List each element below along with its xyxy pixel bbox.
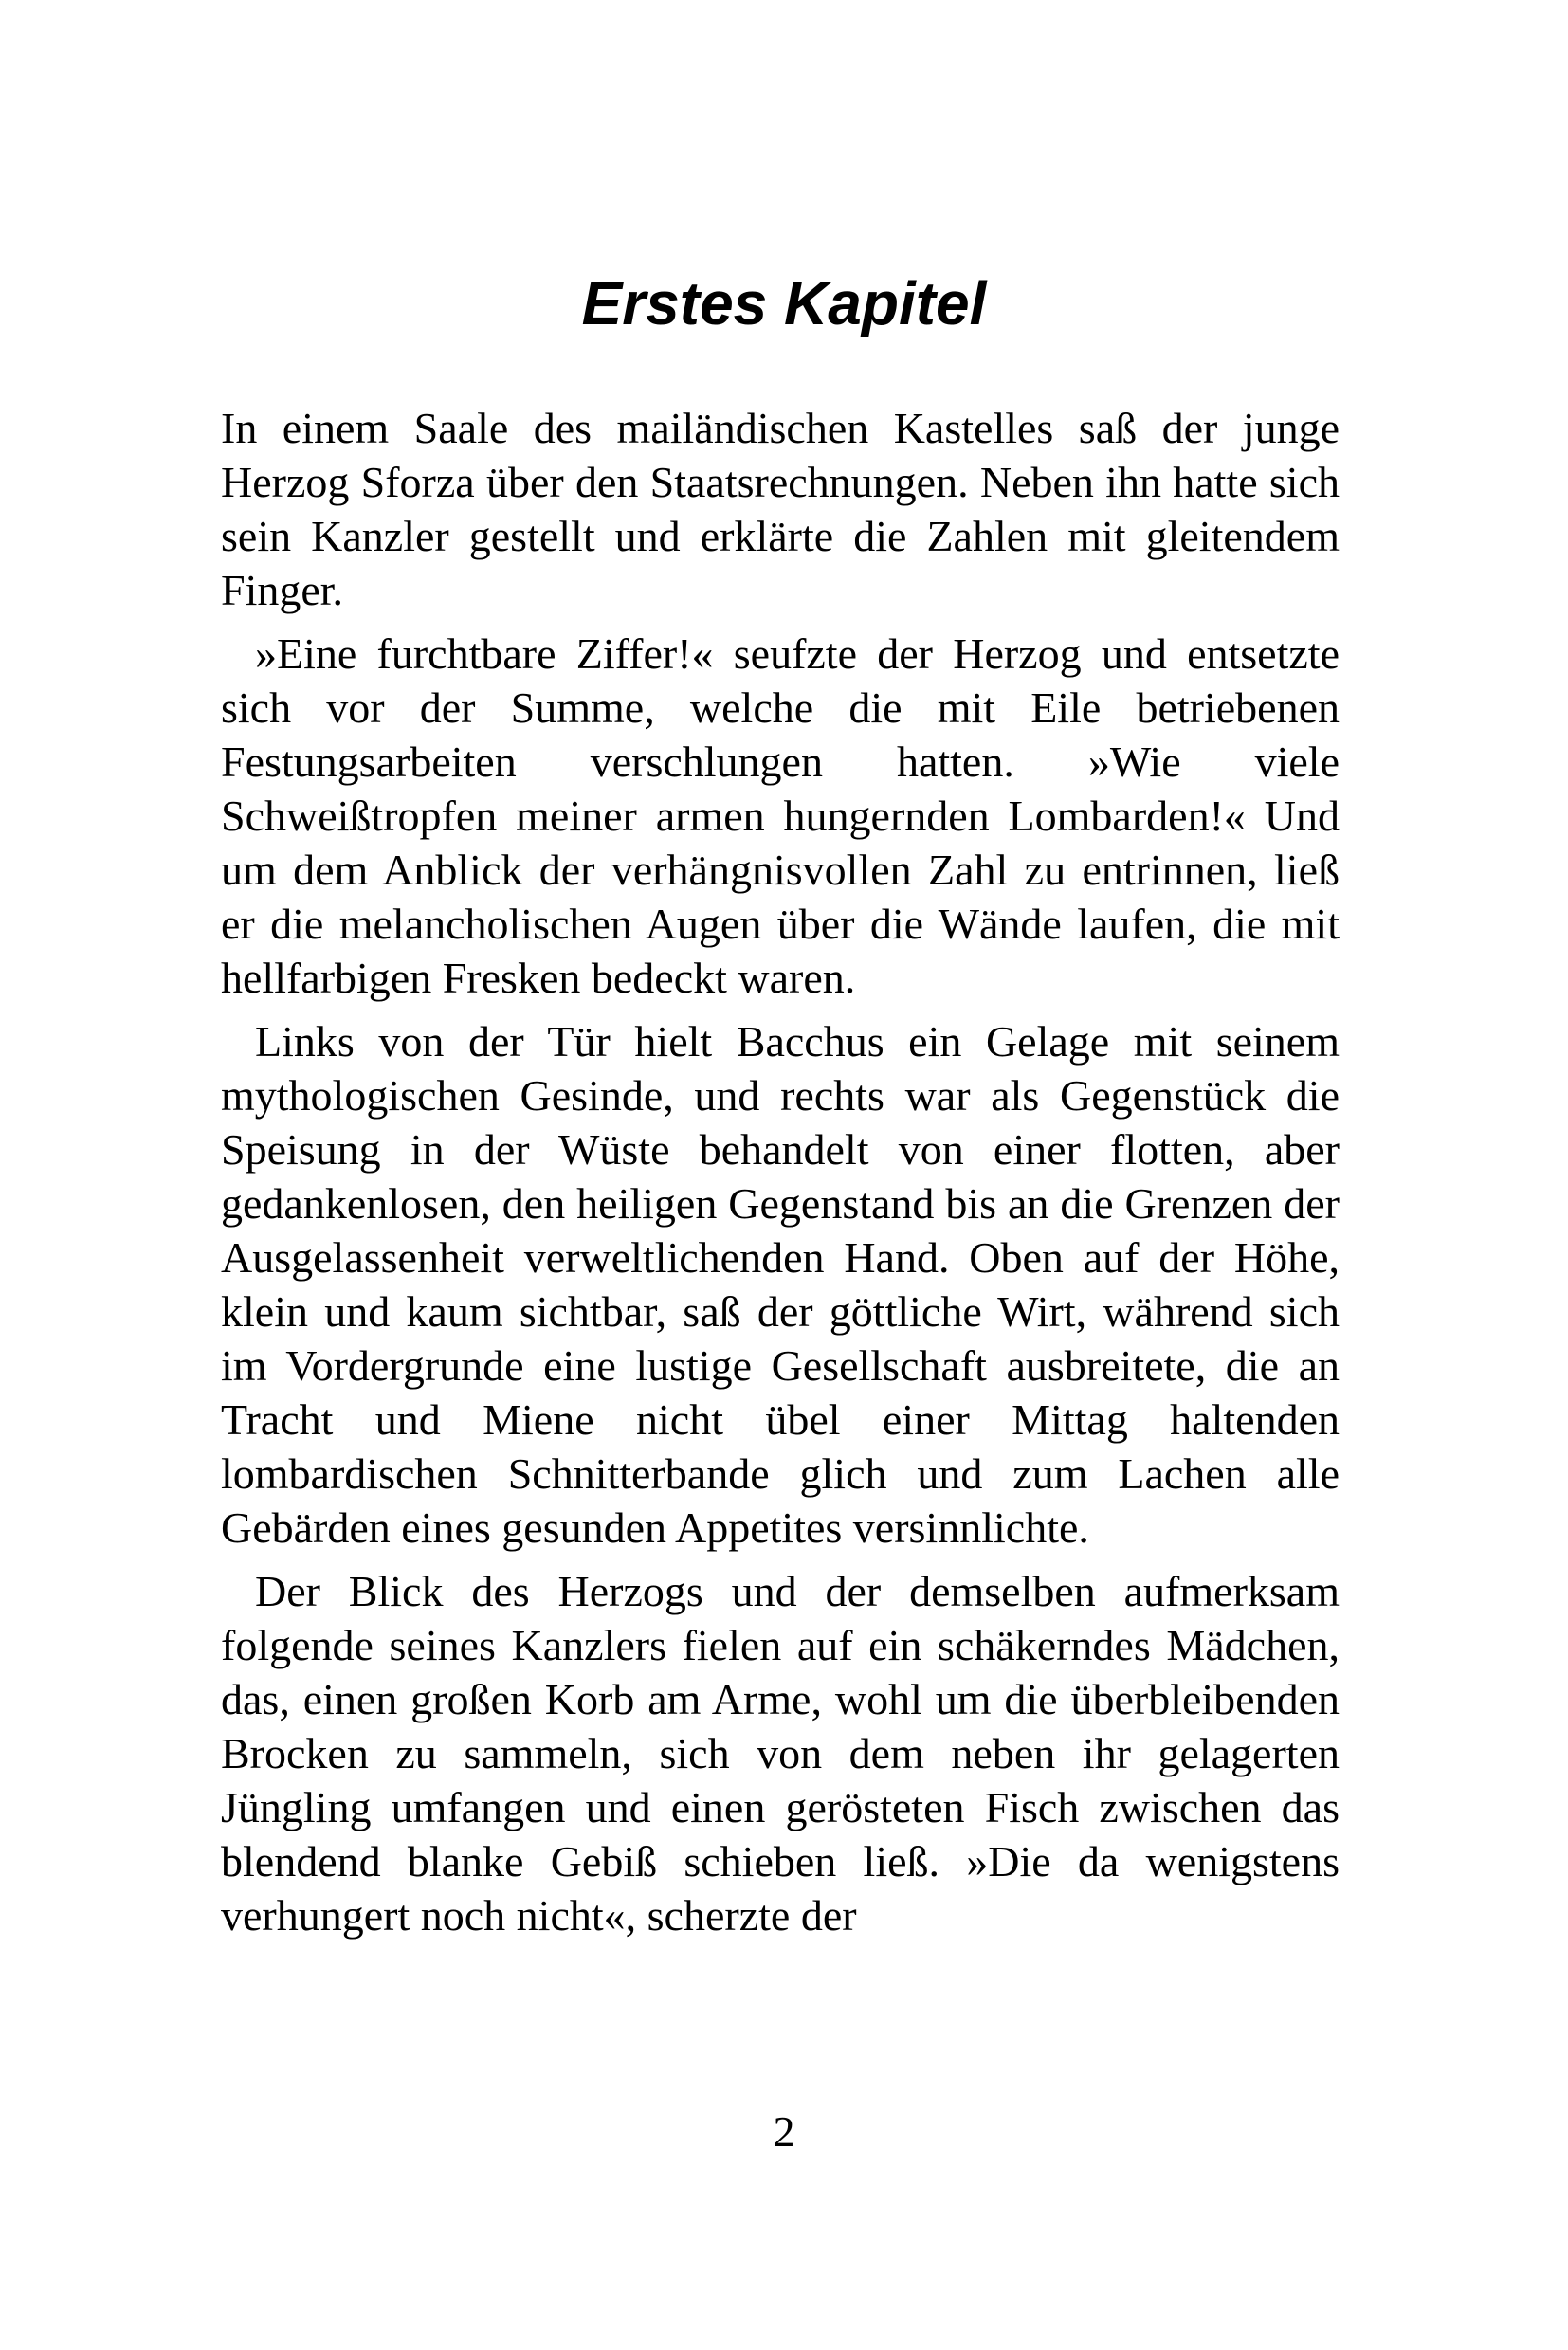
paragraph-2: »Eine furchtbare Ziffer!« seufzte der Herzog und entsetzte sich vor der Summe, welche die mit Eile betriebenen Festungsarbeiten verschlungen hatten. »Wie viele Schweißtropfen meiner armen hungernden Lombarden!« Und um dem Anblick der verhängnisvollen Zahl zu entrinnen, ließ er die melancholischen Augen über die Wände laufen, die mit hellfarbigen Fresken bedeckt waren.	[221, 629, 1340, 1002]
page-number: 2	[773, 2107, 795, 2156]
paragraph-1: In einem Saale des mailändischen Kastelles saß der junge Herzog Sforza über den Staatsrechnungen. Neben ihn hatte sich sein Kanzler gestellt und erklärte die Zahlen mit gleitendem Finger.	[221, 404, 1340, 614]
paragraph-3: Links von der Tür hielt Bacchus ein Gelage mit seinem mythologischen Gesinde, und rechts war als Gegenstück die Speisung in der Wüste behandelt von einer flotten, aber gedankenlosen, den heiligen Gegenstand bis an die Grenzen der Ausgelassenheit verweltlichenden Hand. Oben auf der Höhe, klein und kaum sichtbar, saß der göttliche Wirt, während sich im Vordergrunde eine lustige Gesellschaft ausbreitete, die an Tracht und Miene nicht übel einer Mittag haltenden lombardischen Schnitterbande glich und zum Lachen alle Gebärden eines gesunden Appetites versinnlichte.	[221, 1017, 1340, 1552]
paragraph-4: Der Blick des Herzogs und der demselben aufmerksam folgende seines Kanzlers fielen auf ein schäkerndes Mädchen, das, einen großen Korb am Arme, wohl um die überbleibenden Brocken zu sammeln, sich von dem neben ihr gelagerten Jüngling umfangen und einen gerösteten Fisch zwischen das blendend blanke Gebiß schieben ließ. »Die da wenigstens verhungert noch nicht«, scherzte der	[221, 1567, 1340, 1940]
body-text	[221, 401, 1340, 1952]
chapter-title: Erstes Kapitel	[581, 269, 987, 337]
